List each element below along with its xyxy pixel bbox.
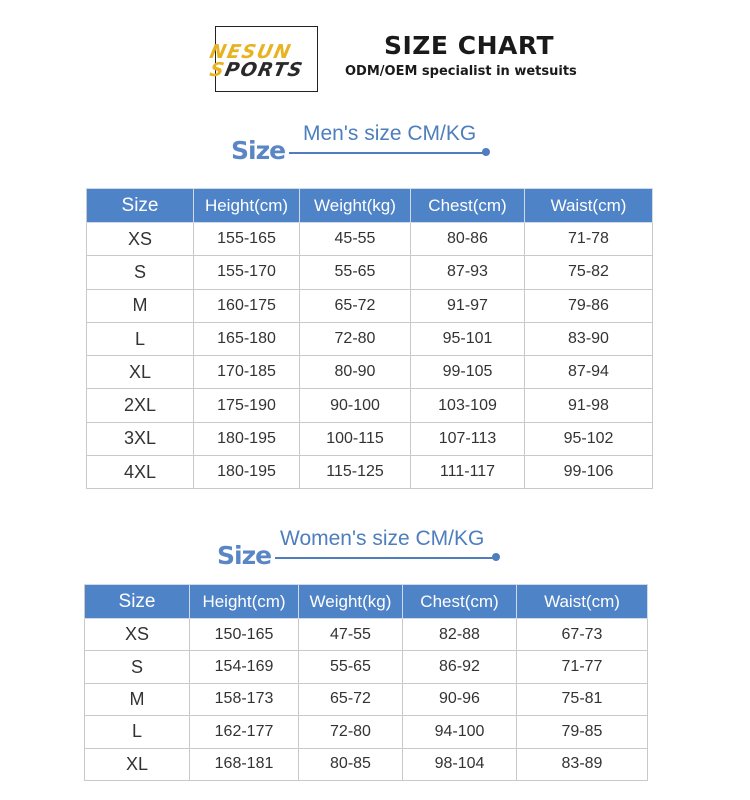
measurement-cell: 162-177	[190, 716, 299, 748]
measurement-cell: 86-92	[403, 651, 517, 683]
measurement-cell: 83-90	[525, 322, 653, 355]
size-cell: XL	[87, 356, 194, 389]
measurement-cell: 103-109	[411, 389, 525, 422]
measurement-cell: 150-165	[190, 619, 299, 651]
measurement-cell: 95-101	[411, 322, 525, 355]
table-row	[87, 356, 653, 389]
size-cell: XL	[85, 748, 190, 780]
column-header: Weight(kg)	[299, 585, 403, 619]
table-row	[85, 619, 648, 651]
women-size-word: Size	[217, 541, 272, 570]
men-heading-rule	[289, 152, 485, 154]
size-cell: XS	[87, 223, 194, 256]
women-size-table	[84, 584, 648, 781]
measurement-cell: 87-94	[525, 356, 653, 389]
column-header: Size	[87, 189, 194, 223]
measurement-cell: 115-125	[300, 456, 411, 489]
page-subtitle: ODM/OEM specialist in wetsuits	[345, 64, 577, 79]
table-row	[87, 289, 653, 322]
measurement-cell: 99-106	[525, 456, 653, 489]
measurement-cell: 98-104	[403, 748, 517, 780]
measurement-cell: 65-72	[299, 683, 403, 715]
measurement-cell: 155-170	[194, 256, 300, 289]
measurement-cell: 170-185	[194, 356, 300, 389]
measurement-cell: 168-181	[190, 748, 299, 780]
table-row	[85, 651, 648, 683]
size-cell: 4XL	[87, 456, 194, 489]
table-row	[85, 748, 648, 780]
column-header: Height(cm)	[190, 585, 299, 619]
table-row	[87, 256, 653, 289]
measurement-cell: 75-81	[517, 683, 648, 715]
measurement-cell: 67-73	[517, 619, 648, 651]
column-header: Size	[85, 585, 190, 619]
measurement-cell: 83-89	[517, 748, 648, 780]
men-heading-text: Men's size CM/KG	[303, 122, 477, 145]
measurement-cell: 94-100	[403, 716, 517, 748]
measurement-cell: 91-98	[525, 389, 653, 422]
measurement-cell: 180-195	[194, 456, 300, 489]
measurement-cell: 82-88	[403, 619, 517, 651]
brand-logo	[207, 26, 318, 92]
size-cell: M	[85, 683, 190, 715]
measurement-cell: 155-165	[194, 223, 300, 256]
women-heading-rule	[275, 557, 495, 559]
table-row	[87, 422, 653, 455]
measurement-cell: 154-169	[190, 651, 299, 683]
measurement-cell: 45-55	[300, 223, 411, 256]
measurement-cell: 80-90	[300, 356, 411, 389]
size-cell: M	[87, 289, 194, 322]
column-header: Waist(cm)	[525, 189, 653, 223]
logo-text-line1: NESUN	[207, 41, 294, 63]
measurement-cell: 107-113	[411, 422, 525, 455]
measurement-cell: 72-80	[300, 322, 411, 355]
measurement-cell: 165-180	[194, 322, 300, 355]
table-row	[87, 223, 653, 256]
column-header: Chest(cm)	[403, 585, 517, 619]
measurement-cell: 71-77	[517, 651, 648, 683]
size-cell: XS	[85, 619, 190, 651]
measurement-cell: 79-85	[517, 716, 648, 748]
size-cell: L	[85, 716, 190, 748]
table-row	[87, 456, 653, 489]
measurement-cell: 75-82	[525, 256, 653, 289]
men-heading-dot	[482, 148, 490, 156]
measurement-cell: 72-80	[299, 716, 403, 748]
measurement-cell: 65-72	[300, 289, 411, 322]
measurement-cell: 87-93	[411, 256, 525, 289]
table-row	[85, 716, 648, 748]
column-header: Waist(cm)	[517, 585, 648, 619]
column-header: Weight(kg)	[300, 189, 411, 223]
measurement-cell: 80-86	[411, 223, 525, 256]
women-heading-text: Women's size CM/KG	[280, 527, 485, 550]
logo-text-line2: SPORTS	[207, 59, 306, 81]
table-row	[87, 322, 653, 355]
measurement-cell: 158-173	[190, 683, 299, 715]
table-header-row	[87, 189, 653, 223]
table-row	[85, 683, 648, 715]
measurement-cell: 100-115	[300, 422, 411, 455]
measurement-cell: 160-175	[194, 289, 300, 322]
page-title: SIZE CHART	[384, 31, 555, 60]
column-header: Chest(cm)	[411, 189, 525, 223]
measurement-cell: 79-86	[525, 289, 653, 322]
measurement-cell: 99-105	[411, 356, 525, 389]
measurement-cell: 111-117	[411, 456, 525, 489]
men-size-table	[86, 188, 653, 489]
table-header-row	[85, 585, 648, 619]
measurement-cell: 91-97	[411, 289, 525, 322]
measurement-cell: 55-65	[300, 256, 411, 289]
size-cell: S	[85, 651, 190, 683]
measurement-cell: 80-85	[299, 748, 403, 780]
measurement-cell: 90-100	[300, 389, 411, 422]
size-cell: S	[87, 256, 194, 289]
measurement-cell: 175-190	[194, 389, 300, 422]
measurement-cell: 55-65	[299, 651, 403, 683]
measurement-cell: 180-195	[194, 422, 300, 455]
measurement-cell: 47-55	[299, 619, 403, 651]
men-size-word: Size	[231, 136, 286, 165]
size-cell: 3XL	[87, 422, 194, 455]
measurement-cell: 90-96	[403, 683, 517, 715]
men-section-heading	[231, 122, 501, 172]
size-cell: 2XL	[87, 389, 194, 422]
table-row	[87, 389, 653, 422]
column-header: Height(cm)	[194, 189, 300, 223]
measurement-cell: 95-102	[525, 422, 653, 455]
measurement-cell: 71-78	[525, 223, 653, 256]
women-section-heading	[217, 527, 507, 577]
women-heading-dot	[492, 553, 500, 561]
size-cell: L	[87, 322, 194, 355]
